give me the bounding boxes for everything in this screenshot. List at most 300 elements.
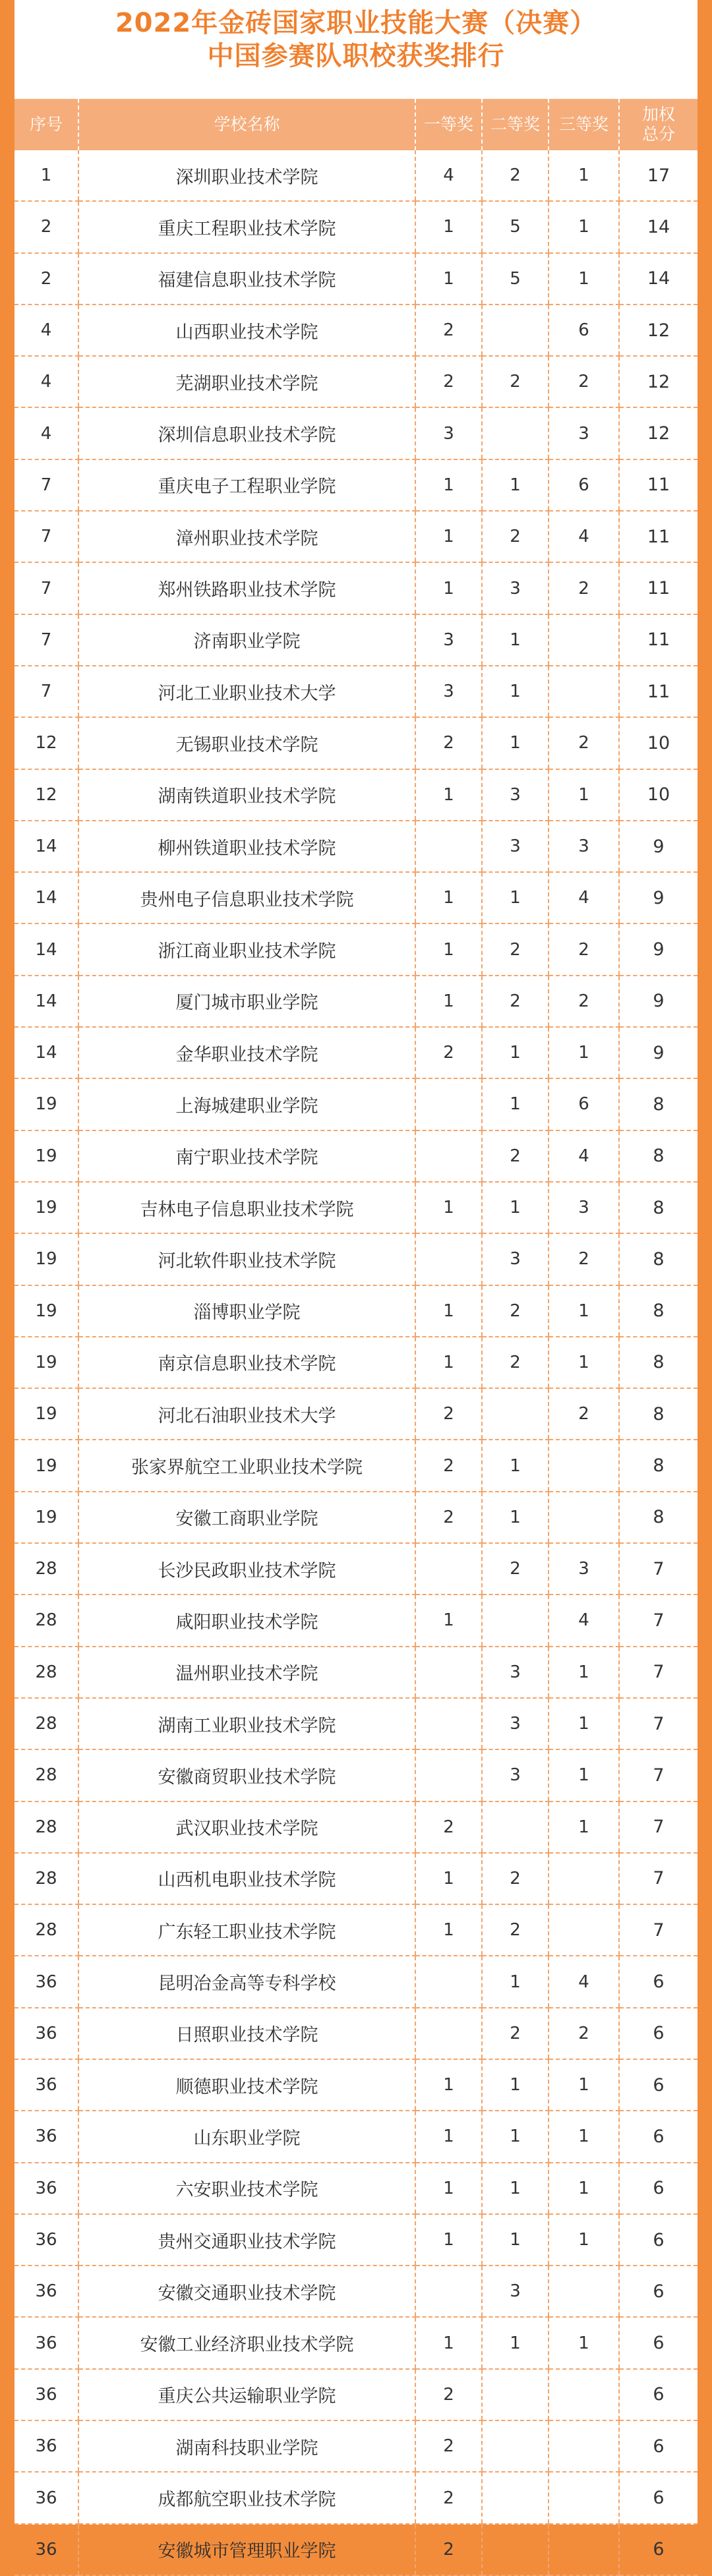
cell-first-prize — [415, 1233, 482, 1285]
cell-third-prize: 1 — [549, 201, 619, 252]
cell-first-prize: 2 — [415, 1801, 482, 1853]
cell-second-prize: 1 — [482, 1956, 549, 2007]
cell-third-prize — [549, 614, 619, 666]
table-row — [15, 1130, 697, 1182]
cell-school: 安徽工业经济职业技术学院 — [78, 2317, 415, 2368]
table-row — [15, 2111, 697, 2162]
cell-first-prize: 3 — [415, 407, 482, 459]
cell-rank: 36 — [15, 2369, 78, 2420]
cell-total: 11 — [619, 459, 697, 511]
cell-school: 淄博职业学院 — [78, 1285, 415, 1337]
table-row — [15, 1027, 697, 1078]
cell-third-prize: 1 — [549, 1285, 619, 1337]
cell-third-prize: 1 — [549, 1801, 619, 1853]
cell-second-prize: 1 — [482, 872, 549, 923]
header-rank: 序号 — [15, 99, 78, 150]
cell-total: 6 — [619, 1956, 697, 2007]
cell-rank: 28 — [15, 1595, 78, 1646]
cell-first-prize: 1 — [415, 1853, 482, 1904]
cell-third-prize: 2 — [549, 2008, 619, 2059]
cell-total: 8 — [619, 1388, 697, 1440]
cell-total: 11 — [619, 562, 697, 614]
cell-rank: 28 — [15, 1853, 78, 1904]
cell-school: 吉林电子信息职业技术学院 — [78, 1182, 415, 1233]
cell-school: 湖南铁道职业技术学院 — [78, 769, 415, 821]
table-row — [15, 2369, 697, 2420]
cell-school: 安徽城市管理职业学院 — [78, 2524, 415, 2575]
cell-first-prize: 1 — [415, 201, 482, 252]
cell-second-prize: 2 — [482, 2008, 549, 2059]
cell-second-prize: 3 — [482, 562, 549, 614]
table-row — [15, 923, 697, 975]
cell-third-prize: 2 — [549, 356, 619, 407]
cell-second-prize: 2 — [482, 1853, 549, 1904]
table-row — [15, 821, 697, 872]
cell-third-prize — [549, 666, 619, 717]
cell-total: 8 — [619, 1440, 697, 1491]
cell-school: 日照职业技术学院 — [78, 2008, 415, 2059]
table-row — [15, 2266, 697, 2317]
cell-total: 14 — [619, 253, 697, 305]
cell-first-prize: 2 — [415, 2420, 482, 2472]
cell-school: 芜湖职业技术学院 — [78, 356, 415, 407]
cell-third-prize: 6 — [549, 459, 619, 511]
cell-first-prize — [415, 1647, 482, 1698]
cell-rank: 14 — [15, 923, 78, 975]
cell-first-prize: 1 — [415, 1337, 482, 1388]
cell-total: 10 — [619, 717, 697, 769]
cell-third-prize: 4 — [549, 872, 619, 923]
cell-total: 11 — [619, 666, 697, 717]
header-row — [15, 99, 697, 150]
cell-school: 金华职业技术学院 — [78, 1027, 415, 1078]
cell-first-prize: 1 — [415, 511, 482, 562]
table-row — [15, 1440, 697, 1491]
cell-rank: 14 — [15, 1027, 78, 1078]
cell-school: 咸阳职业技术学院 — [78, 1595, 415, 1646]
table-row — [15, 2059, 697, 2111]
cell-total: 11 — [619, 511, 697, 562]
cell-school: 重庆电子工程职业学院 — [78, 459, 415, 511]
cell-rank: 36 — [15, 2059, 78, 2111]
cell-total: 8 — [619, 1337, 697, 1388]
cell-school: 无锡职业技术学院 — [78, 717, 415, 769]
cell-second-prize: 3 — [482, 821, 549, 872]
cell-first-prize: 1 — [415, 1182, 482, 1233]
cell-second-prize: 3 — [482, 1698, 549, 1749]
cell-rank: 7 — [15, 459, 78, 511]
cell-school: 安徽交通职业技术学院 — [78, 2266, 415, 2317]
ranking-card — [15, 0, 697, 2562]
cell-second-prize: 3 — [482, 1233, 549, 1285]
cell-first-prize: 1 — [415, 1285, 482, 1337]
cell-rank: 36 — [15, 2163, 78, 2214]
cell-school: 温州职业技术学院 — [78, 1647, 415, 1698]
cell-total: 7 — [619, 1698, 697, 1749]
table-row — [15, 1853, 697, 1904]
cell-rank: 36 — [15, 2420, 78, 2472]
cell-total: 8 — [619, 1233, 697, 1285]
cell-second-prize: 1 — [482, 1027, 549, 1078]
cell-first-prize: 1 — [415, 1904, 482, 1956]
table-row — [15, 769, 697, 821]
cell-total: 17 — [619, 150, 697, 201]
cell-second-prize — [482, 305, 549, 356]
cell-school: 重庆公共运输职业学院 — [78, 2369, 415, 2420]
cell-total: 7 — [619, 1543, 697, 1595]
cell-first-prize — [415, 1956, 482, 2007]
cell-third-prize: 4 — [549, 511, 619, 562]
cell-rank: 36 — [15, 2008, 78, 2059]
cell-third-prize: 1 — [549, 2214, 619, 2266]
table-row — [15, 407, 697, 459]
table-row — [15, 1078, 697, 1130]
cell-total: 12 — [619, 356, 697, 407]
table-row — [15, 459, 697, 511]
cell-second-prize: 2 — [482, 356, 549, 407]
cell-rank: 36 — [15, 1956, 78, 2007]
cell-second-prize: 1 — [482, 2214, 549, 2266]
cell-third-prize — [549, 1904, 619, 1956]
table-row — [15, 305, 697, 356]
title-line-2: 中国参赛队职校获奖排行 — [207, 41, 505, 71]
cell-first-prize: 2 — [415, 1440, 482, 1491]
table-row — [15, 976, 697, 1027]
ranking-table — [15, 99, 697, 2576]
table-row — [15, 1801, 697, 1853]
cell-second-prize: 1 — [482, 2163, 549, 2214]
cell-rank: 28 — [15, 1749, 78, 1801]
cell-rank: 36 — [15, 2214, 78, 2266]
table-row — [15, 1595, 697, 1646]
cell-total: 7 — [619, 1595, 697, 1646]
cell-second-prize: 3 — [482, 769, 549, 821]
cell-total: 9 — [619, 821, 697, 872]
cell-second-prize: 2 — [482, 923, 549, 975]
cell-total: 9 — [619, 1027, 697, 1078]
cell-school: 厦门城市职业学院 — [78, 976, 415, 1027]
cell-second-prize — [482, 2369, 549, 2420]
header-school: 学校名称 — [78, 99, 415, 150]
table-row — [15, 2420, 697, 2472]
cell-school: 山西机电职业技术学院 — [78, 1853, 415, 1904]
cell-first-prize: 1 — [415, 976, 482, 1027]
table-row — [15, 1749, 697, 1801]
cell-third-prize: 1 — [549, 1337, 619, 1388]
cell-third-prize: 2 — [549, 976, 619, 1027]
cell-school: 河北工业职业技术大学 — [78, 666, 415, 717]
table-row — [15, 1182, 697, 1233]
cell-first-prize — [415, 1543, 482, 1595]
cell-third-prize: 1 — [549, 2317, 619, 2368]
cell-first-prize: 1 — [415, 2317, 482, 2368]
table-row — [15, 2214, 697, 2266]
cell-total: 7 — [619, 1749, 697, 1801]
cell-first-prize: 1 — [415, 253, 482, 305]
cell-second-prize: 2 — [482, 1130, 549, 1182]
cell-third-prize: 1 — [549, 769, 619, 821]
cell-second-prize: 1 — [482, 2317, 549, 2368]
table-row — [15, 1647, 697, 1698]
table-row — [15, 150, 697, 201]
cell-rank: 28 — [15, 1698, 78, 1749]
table-row — [15, 1233, 697, 1285]
cell-total: 8 — [619, 1130, 697, 1182]
cell-school: 郑州铁路职业技术学院 — [78, 562, 415, 614]
cell-first-prize: 1 — [415, 872, 482, 923]
cell-rank: 14 — [15, 821, 78, 872]
cell-second-prize: 5 — [482, 253, 549, 305]
table-row — [15, 666, 697, 717]
cell-school: 重庆工程职业技术学院 — [78, 201, 415, 252]
cell-school: 河北石油职业技术大学 — [78, 1388, 415, 1440]
cell-total: 8 — [619, 1182, 697, 1233]
cell-second-prize: 2 — [482, 511, 549, 562]
cell-first-prize — [415, 1749, 482, 1801]
cell-rank: 36 — [15, 2111, 78, 2162]
table-row — [15, 1337, 697, 1388]
cell-rank: 36 — [15, 2472, 78, 2523]
cell-second-prize: 1 — [482, 614, 549, 666]
cell-rank: 7 — [15, 511, 78, 562]
cell-school: 上海城建职业学院 — [78, 1078, 415, 1130]
cell-school: 湖南工业职业技术学院 — [78, 1698, 415, 1749]
cell-school: 贵州电子信息职业技术学院 — [78, 872, 415, 923]
cell-second-prize: 1 — [482, 459, 549, 511]
table-row — [15, 1904, 697, 1956]
cell-total: 6 — [619, 2472, 697, 2523]
cell-third-prize: 2 — [549, 717, 619, 769]
cell-total: 8 — [619, 1492, 697, 1543]
cell-rank: 4 — [15, 356, 78, 407]
table-header — [15, 99, 697, 150]
cell-rank: 19 — [15, 1492, 78, 1543]
table-row — [15, 1388, 697, 1440]
cell-total: 6 — [619, 2420, 697, 2472]
cell-second-prize: 1 — [482, 1440, 549, 1491]
cell-rank: 19 — [15, 1130, 78, 1182]
cell-school: 深圳信息职业技术学院 — [78, 407, 415, 459]
cell-second-prize: 1 — [482, 666, 549, 717]
cell-school: 安徽工商职业学院 — [78, 1492, 415, 1543]
cell-rank: 14 — [15, 976, 78, 1027]
cell-total: 6 — [619, 2163, 697, 2214]
cell-third-prize: 4 — [549, 1956, 619, 2007]
cell-rank: 28 — [15, 1801, 78, 1853]
cell-school: 武汉职业技术学院 — [78, 1801, 415, 1853]
cell-school: 长沙民政职业技术学院 — [78, 1543, 415, 1595]
cell-rank: 19 — [15, 1182, 78, 1233]
cell-school: 浙江商业职业技术学院 — [78, 923, 415, 975]
cell-rank: 19 — [15, 1285, 78, 1337]
cell-third-prize: 2 — [549, 562, 619, 614]
cell-third-prize: 1 — [549, 253, 619, 305]
cell-total: 7 — [619, 1647, 697, 1698]
cell-total: 6 — [619, 2524, 697, 2575]
cell-first-prize: 2 — [415, 1027, 482, 1078]
cell-first-prize: 1 — [415, 1595, 482, 1646]
cell-school: 广东轻工职业技术学院 — [78, 1904, 415, 1956]
cell-third-prize: 3 — [549, 821, 619, 872]
cell-first-prize: 2 — [415, 1388, 482, 1440]
cell-first-prize: 1 — [415, 562, 482, 614]
cell-second-prize: 2 — [482, 1337, 549, 1388]
cell-total: 12 — [619, 305, 697, 356]
cell-third-prize: 1 — [549, 1698, 619, 1749]
cell-first-prize: 1 — [415, 923, 482, 975]
cell-school: 南宁职业技术学院 — [78, 1130, 415, 1182]
cell-first-prize: 1 — [415, 769, 482, 821]
table-row — [15, 1956, 697, 2007]
cell-second-prize: 1 — [482, 2111, 549, 2162]
cell-first-prize — [415, 1130, 482, 1182]
cell-total: 9 — [619, 923, 697, 975]
cell-rank: 1 — [15, 150, 78, 201]
cell-school: 昆明冶金高等专科学校 — [78, 1956, 415, 2007]
cell-first-prize — [415, 2008, 482, 2059]
table-body — [15, 150, 697, 2575]
cell-second-prize — [482, 1388, 549, 1440]
cell-third-prize — [549, 2369, 619, 2420]
cell-total: 11 — [619, 614, 697, 666]
cell-total: 7 — [619, 1801, 697, 1853]
cell-third-prize — [549, 1492, 619, 1543]
cell-second-prize: 1 — [482, 1078, 549, 1130]
cell-second-prize: 1 — [482, 1182, 549, 1233]
table-row — [15, 1492, 697, 1543]
cell-second-prize: 1 — [482, 717, 549, 769]
table-row — [15, 717, 697, 769]
header-third-prize: 三等奖 — [549, 99, 619, 150]
cell-third-prize: 3 — [549, 1182, 619, 1233]
cell-second-prize: 3 — [482, 2266, 549, 2317]
cell-rank: 12 — [15, 769, 78, 821]
cell-rank: 36 — [15, 2317, 78, 2368]
cell-second-prize: 5 — [482, 201, 549, 252]
header-total: 加权总分 — [619, 99, 697, 150]
cell-rank: 7 — [15, 562, 78, 614]
cell-first-prize: 2 — [415, 2369, 482, 2420]
cell-second-prize: 2 — [482, 1285, 549, 1337]
cell-third-prize — [549, 2524, 619, 2575]
cell-third-prize: 6 — [549, 1078, 619, 1130]
header-first-prize: 一等奖 — [415, 99, 482, 150]
cell-rank: 19 — [15, 1388, 78, 1440]
table-row — [15, 2008, 697, 2059]
cell-total: 6 — [619, 2266, 697, 2317]
cell-third-prize: 1 — [549, 1647, 619, 1698]
cell-first-prize — [415, 1078, 482, 1130]
cell-first-prize: 2 — [415, 305, 482, 356]
cell-third-prize: 2 — [549, 923, 619, 975]
cell-total: 8 — [619, 1285, 697, 1337]
cell-third-prize: 2 — [549, 1388, 619, 1440]
table-row — [15, 511, 697, 562]
cell-total: 10 — [619, 769, 697, 821]
cell-school: 顺德职业技术学院 — [78, 2059, 415, 2111]
cell-first-prize: 2 — [415, 2472, 482, 2523]
cell-second-prize — [482, 407, 549, 459]
cell-rank: 28 — [15, 1904, 78, 1956]
cell-rank: 36 — [15, 2266, 78, 2317]
table-row — [15, 356, 697, 407]
cell-school: 济南职业学院 — [78, 614, 415, 666]
cell-third-prize: 1 — [549, 2111, 619, 2162]
cell-second-prize — [482, 2420, 549, 2472]
cell-rank: 2 — [15, 253, 78, 305]
cell-first-prize: 3 — [415, 614, 482, 666]
cell-total: 6 — [619, 2214, 697, 2266]
cell-rank: 2 — [15, 201, 78, 252]
cell-school: 南京信息职业技术学院 — [78, 1337, 415, 1388]
table-row — [15, 201, 697, 252]
cell-total: 9 — [619, 872, 697, 923]
cell-school: 成都航空职业技术学院 — [78, 2472, 415, 2523]
cell-second-prize: 2 — [482, 1904, 549, 1956]
cell-rank: 7 — [15, 666, 78, 717]
cell-third-prize: 3 — [549, 407, 619, 459]
cell-third-prize — [549, 2420, 619, 2472]
cell-rank: 4 — [15, 407, 78, 459]
cell-second-prize: 2 — [482, 1543, 549, 1595]
cell-second-prize — [482, 2472, 549, 2523]
cell-third-prize: 4 — [549, 1130, 619, 1182]
cell-third-prize — [549, 1440, 619, 1491]
cell-total: 6 — [619, 2317, 697, 2368]
cell-second-prize — [482, 1595, 549, 1646]
cell-second-prize: 3 — [482, 1749, 549, 1801]
cell-rank: 19 — [15, 1337, 78, 1388]
cell-third-prize — [549, 2266, 619, 2317]
cell-third-prize: 3 — [549, 1543, 619, 1595]
cell-school: 漳州职业技术学院 — [78, 511, 415, 562]
cell-third-prize: 6 — [549, 305, 619, 356]
cell-first-prize: 2 — [415, 1492, 482, 1543]
cell-school: 河北软件职业技术学院 — [78, 1233, 415, 1285]
cell-second-prize: 2 — [482, 976, 549, 1027]
table-row — [15, 253, 697, 305]
cell-third-prize — [549, 2472, 619, 2523]
cell-total: 9 — [619, 976, 697, 1027]
cell-rank: 7 — [15, 614, 78, 666]
cell-school: 六安职业技术学院 — [78, 2163, 415, 2214]
cell-total: 8 — [619, 1078, 697, 1130]
cell-total: 6 — [619, 2111, 697, 2162]
cell-first-prize: 1 — [415, 2059, 482, 2111]
cell-rank: 19 — [15, 1078, 78, 1130]
table-row — [15, 2163, 697, 2214]
table-row — [15, 1543, 697, 1595]
cell-total: 12 — [619, 407, 697, 459]
cell-first-prize: 1 — [415, 2111, 482, 2162]
cell-rank: 19 — [15, 1233, 78, 1285]
cell-rank: 14 — [15, 872, 78, 923]
table-row — [15, 2317, 697, 2368]
cell-first-prize: 1 — [415, 2163, 482, 2214]
cell-first-prize — [415, 2266, 482, 2317]
title-line-1: 2022年金砖国家职业技能大赛（决赛） — [115, 8, 597, 38]
cell-rank: 12 — [15, 717, 78, 769]
cell-first-prize: 1 — [415, 2214, 482, 2266]
cell-third-prize: 4 — [549, 1595, 619, 1646]
cell-total: 7 — [619, 1904, 697, 1956]
table-row — [15, 614, 697, 666]
cell-rank: 19 — [15, 1440, 78, 1491]
table-row — [15, 2524, 697, 2575]
cell-school: 柳州铁道职业技术学院 — [78, 821, 415, 872]
cell-school: 深圳职业技术学院 — [78, 150, 415, 201]
header-second-prize: 二等奖 — [482, 99, 549, 150]
